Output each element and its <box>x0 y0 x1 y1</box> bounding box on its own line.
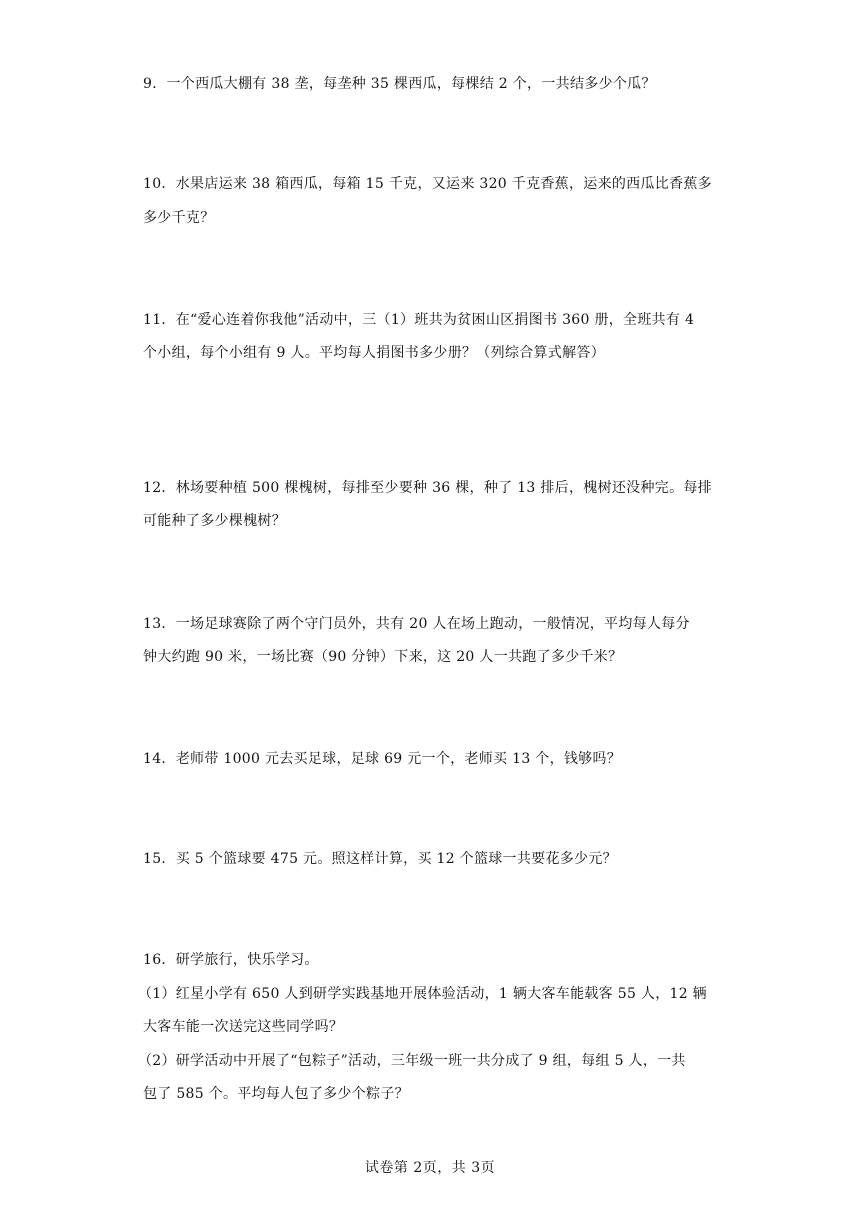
question-13-line-1: 13．一场足球赛除了两个守门员外，共有 20 人在场上跑动，一般情况，平均每人每分 <box>143 616 690 632</box>
question-12-line-2: 可能种了多少棵槐树？ <box>143 513 286 529</box>
question-11-line-2: 个小组，每个小组有 9 人。平均每人捐图书多少册？（列综合算式解答） <box>143 345 606 361</box>
question-13-line-2: 钟大约跑 90 米，一场比赛（90 分钟）下来，这 20 人一共跑了多少千米？ <box>143 649 623 665</box>
question-16-line-1: 16．研学旅行，快乐学习。 <box>143 952 319 968</box>
question-15-line-1: 15．买 5 个篮球要 475 元。照这样计算，买 12 个篮球一共要花多少元？ <box>143 851 617 867</box>
question-16-part-1-line-1: （1）红星小学有 650 人到研学实践基地开展体验活动，1 辆大客车能载客 55 人，12 辆 <box>138 986 707 1002</box>
question-12-line-1: 12．林场要种植 500 棵槐树，每排至少要种 36 棵，种了 13 排后，槐树还没种完。每排 <box>143 480 712 496</box>
page-footer: 试卷第 2页，共 3页 <box>364 1160 496 1176</box>
question-16-part-1-line-2: 大客车能一次送完这些同学吗？ <box>143 1019 344 1035</box>
question-16-part-2-line-2: 包了 585 个。平均每人包了多少个粽子？ <box>143 1086 409 1102</box>
question-10-line-2: 多少千克？ <box>143 210 215 226</box>
question-16-part-2-line-1: （2）研学活动中开展了“包粽子”活动，三年级一班一共分成了 9 组，每组 5 人，一共 <box>138 1053 686 1069</box>
question-11-line-1: 11．在“爱心连着你我他”活动中，三（1）班共为贫困山区捐图书 360 册，全班共有 4 <box>143 312 695 328</box>
question-14-line-1: 14．老师带 1000 元去买足球，足球 69 元一个，老师买 13 个，钱够吗？ <box>143 751 622 767</box>
question-10-line-1: 10．水果店运来 38 箱西瓜，每箱 15 千克，又运来 320 千克香蕉，运来的西瓜比香蕉多 <box>143 176 712 192</box>
question-9-line-1: 9．一个西瓜大棚有 38 垄，每垄种 35 棵西瓜，每棵结 2 个，一共结多少个瓜？ <box>143 76 656 92</box>
